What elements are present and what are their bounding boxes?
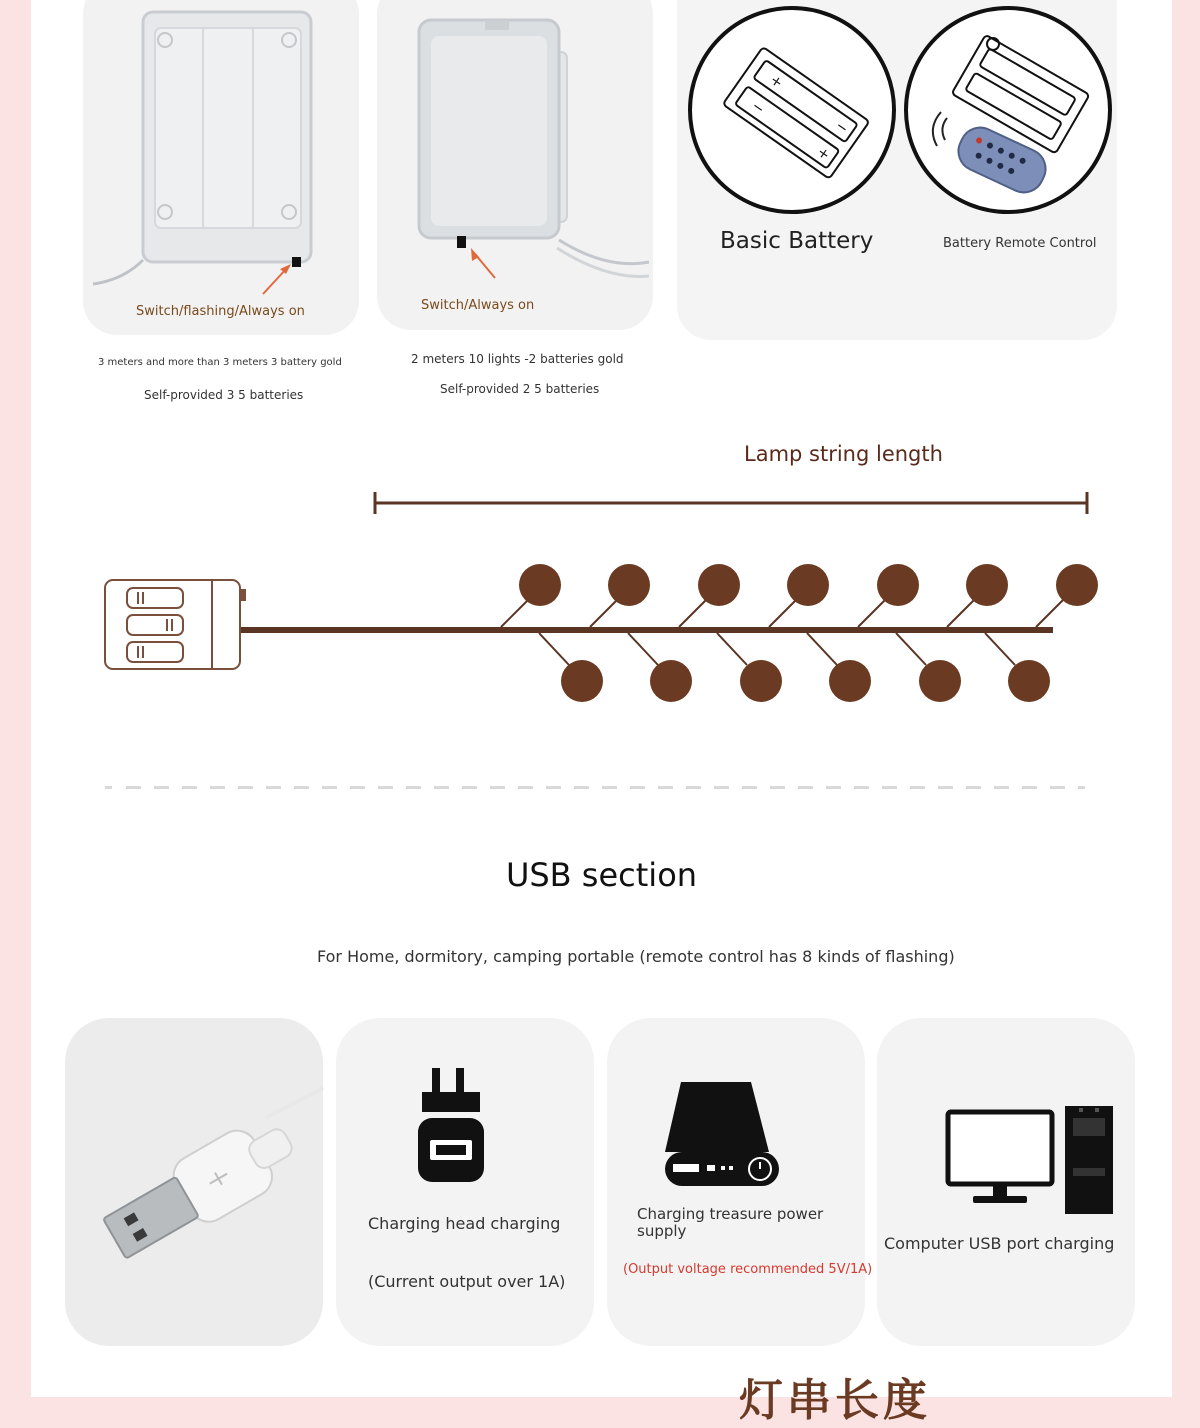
string-light-diagram [31,480,1172,720]
footer-heading: 灯串长度 [739,1375,931,1426]
box1-switch-label: Switch/flashing/Always on [136,304,305,319]
lamp-length-label: Lamp string length [744,442,943,466]
svg-text:+: + [766,71,786,92]
battery-box-3-photo [83,0,359,335]
usb-plug-card [65,1018,323,1346]
power-bank-note: (Output voltage recommended 5V/1A) [623,1262,873,1277]
box2-switch-label: Switch/Always on [421,298,535,313]
power-bank-card [607,1018,873,1346]
svg-text:−: − [748,98,768,118]
svg-text:+: + [813,144,833,164]
box1-line1: 3 meters and more than 3 meters 3 battery gold [98,357,342,368]
box2-line2: Self-provided 2 5 batteries [440,382,600,396]
wall-charger-icon [416,1066,486,1186]
battery-box-2-photo [377,0,653,330]
box1-line2: Self-provided 3 5 batteries [144,388,304,402]
power-bank-icon [663,1080,781,1190]
usb-plug-icon [65,1018,323,1346]
charging-head-note: (Current output over 1A) [368,1272,566,1291]
charging-head-card [336,1018,594,1346]
remote-control-label: Battery Remote Control [943,236,1097,251]
battery-diagram-card [677,0,1117,340]
computer-icon [945,1104,1115,1216]
box2-line1: 2 meters 10 lights -2 batteries gold [411,352,624,366]
computer-usb-label: Computer USB port charging [884,1234,1115,1253]
basic-battery-label: Basic Battery [720,228,874,254]
product-detail-page [31,0,1172,1426]
usb-section-title: USB section [505,856,698,894]
charging-head-label: Charging head charging [368,1214,561,1233]
power-bank-label: Charging treasure power supply [637,1205,824,1240]
computer-usb-card [877,1018,1135,1346]
svg-text:−: − [832,117,852,138]
usb-section-subtitle: For Home, dormitory, camping portable (remote control has 8 kinds of flashing) [317,947,955,966]
